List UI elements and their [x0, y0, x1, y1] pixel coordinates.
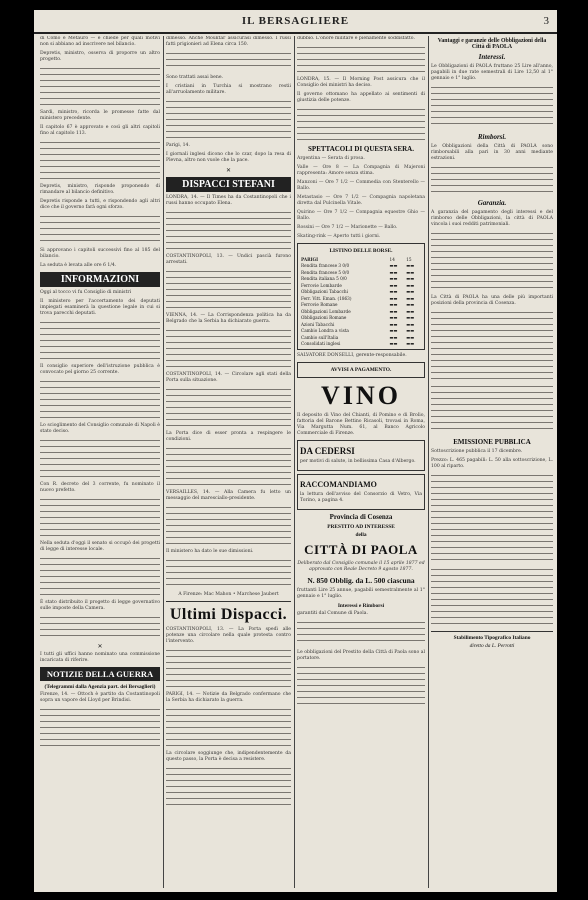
- article-paragraph: Depretis risponde a tutti, e rispondendo agli altri dice che il governo farà ogni sforzo.: [40, 199, 160, 210]
- deliberato-text: Deliberato dal Consiglio comunale il 15 aprile 1877 ed approvato con Reale Decreto 9 agosto 1877.: [297, 561, 425, 572]
- da-cedersi-ad: [297, 440, 425, 471]
- borsa-row-label: Cambio sull'Italia: [301, 334, 339, 340]
- article-paragraph: A garanzia del pagamento degli interessi e del rimborso delle Obbligazioni, la città di PAOLA vincola i suoi redditi patrimoniali.: [431, 210, 553, 227]
- separator-cross: ✕: [97, 643, 103, 650]
- raccomandiamo-text: la lettura dell'avviso del Consorzio di Vetro, Via Torino, a pagina 4.: [300, 492, 422, 503]
- text-block: [166, 328, 291, 368]
- raccomandiamo-heading: RACCOMANDIAMO: [300, 480, 377, 489]
- interessi-heading: Interessi e Rimborsi: [337, 603, 385, 609]
- borsa-row-label: Obbligazioni Lombarde: [301, 308, 351, 314]
- article-paragraph: Il capitolo 67 è approvato e così gli altri capitoli fino al capitolo 113.: [40, 125, 160, 136]
- provincia-heading: Provincia di Cosenza: [329, 513, 393, 521]
- spettacolo-item: Skating-rink — Aperto tutti i giorni.: [297, 234, 381, 239]
- table-row: Consolidati inglesi ▬▬ ▬▬: [301, 341, 415, 347]
- section-heading-dispacci: DISPACCI STEFANI: [166, 177, 291, 192]
- table-row: Rendita italiana 5 0/0 ▬▬ ▬▬: [301, 276, 415, 282]
- text-block: [166, 648, 291, 688]
- article-paragraph: di Como e Metauro — e chiede per quali motivi non si abbiano ad inscrivere nel bilancio.: [40, 36, 160, 47]
- signature-line: A Firenze: Mac Mahon • Marchese Jaubert: [178, 592, 279, 597]
- column-rule: [294, 36, 295, 888]
- article-paragraph: dimesso. Anche Mouktar assicurasi dimesso. I russi fatti prigionieri ad Elena circa 150.: [166, 36, 291, 47]
- table-row: Cambio sull'Italia ▬▬ ▬▬: [301, 334, 415, 340]
- text-block: [166, 387, 291, 427]
- text-block: [166, 269, 291, 309]
- article-paragraph: I giornali inglesi dicono che lo czar, dopo la resa di Plevna, altro non vuole che la pace.: [166, 152, 291, 163]
- article-paragraph: PARIGI, 14. — Notizie da Belgrado confermano che la Serbia ha dichiarato la guerra.: [166, 692, 291, 703]
- text-block: [40, 556, 160, 596]
- table-row: Azioni Tabacchi ▬▬ ▬▬: [301, 321, 415, 327]
- borsa-date: 15: [406, 256, 412, 262]
- text-block: [297, 665, 425, 705]
- table-row: Ferr. Vitt. Eman. (1863) ▬▬ ▬▬: [301, 295, 415, 301]
- borsa-row-label: Ferrovie Lombarde: [301, 282, 342, 288]
- borsa-row-label: Consolidati inglesi: [301, 341, 341, 347]
- section-heading-ultimi: Ultimi Dispacci.: [169, 606, 288, 623]
- text-block: [297, 107, 425, 141]
- newspaper-page: [34, 10, 557, 892]
- text-block: [40, 66, 160, 106]
- section-heading-spettacoli: SPETTACOLI DI QUESTA SERA.: [308, 145, 414, 153]
- text-block: [431, 231, 553, 291]
- table-row: Ferrovie Romane ▬▬ ▬▬: [301, 302, 415, 308]
- obbligazioni-text: fruttanti Lire 25 annue, pagabili semestralmente al 1° gennaio e 1° luglio.: [297, 588, 425, 599]
- table-row: Obbligazioni Lombarde ▬▬ ▬▬: [301, 308, 415, 314]
- section-subheading: (Telegrammi dalla Agenzia part. dei Bersaglieri): [44, 684, 156, 690]
- garanzia-subheading: Garanzia.: [477, 199, 507, 207]
- spettacolo-item: Metastasio — Ore 7 1/2 — Compagnia napoletana diretta dal Pulcinella Vitale.: [297, 195, 425, 206]
- text-block: [166, 558, 291, 588]
- text-block: [166, 446, 291, 486]
- borsa-row-label: Rendita italiana 5 0/0: [301, 276, 347, 282]
- article-paragraph: Depretis, ministro, osserva di proporre un altro progetto.: [40, 51, 160, 62]
- interessi-text: garantiti dal Comune di Paola.: [297, 611, 368, 616]
- raccomandiamo-ad: [297, 474, 425, 510]
- borsa-row-label: Azioni Tabacchi: [301, 321, 335, 327]
- column-2: [166, 36, 291, 888]
- text-block: [40, 707, 160, 747]
- article-paragraph: COSTANTINOPOLI, 14. — Circolare agli stati della Porta sulla situazione.: [166, 372, 291, 383]
- article-paragraph: La Porta dice di esser pronta a respingere le condizioni.: [166, 431, 291, 442]
- text-block: [431, 165, 553, 195]
- borsa-table: [300, 256, 422, 347]
- avvisi-heading: AVVISI A PAGAMENTO.: [330, 367, 392, 373]
- text-block: [40, 320, 160, 360]
- avvisi-box: [297, 362, 425, 378]
- column-rule: [163, 36, 164, 888]
- borsa-listing: [297, 243, 425, 350]
- text-block: [40, 615, 160, 639]
- stabilimento-sub: diretto da L. Perrotti: [469, 643, 515, 649]
- divider: [166, 601, 291, 602]
- article-paragraph: VIENNA, 14. — La Corrispondenza politica ha da Belgrado che la Serbia ha dichiarato guerra.: [166, 313, 291, 324]
- text-block: [297, 620, 425, 646]
- divider: [431, 631, 553, 632]
- article-paragraph: Nella seduta d'oggi il senato si occupò dei progetti di legge di interesse locale.: [40, 541, 160, 552]
- obbligazioni-heading: N. 850 Obblig. da L. 500 ciascuna: [307, 576, 415, 585]
- article-paragraph: I cristiani in Turchia si mostrano restii all'arruolamento militare.: [166, 84, 291, 95]
- text-block: [40, 140, 160, 180]
- borsa-row-label: Rendita francese 5 0/0: [301, 269, 350, 275]
- article-paragraph: Sono trattati assai bene.: [166, 75, 224, 80]
- article-paragraph: VERSAILLES, 14. — Alla Camera fu letto un messaggio del maresciallo-presidente.: [166, 490, 291, 501]
- da-cedersi-heading: DA CEDERSI: [300, 446, 355, 456]
- borsa-row-label: Cambio Londra a vista: [301, 328, 349, 334]
- rimborsi-subheading: Rimborsi.: [477, 133, 507, 141]
- prezzo-text: Prezzo: L. 465 pagabili: L. 50 alla sottoscrizione, L. 100 al riparto.: [431, 458, 553, 469]
- interessi-subheading: Interessi.: [478, 53, 506, 61]
- article-paragraph: I tutti gli uffici hanno nominato una commissione incaricata di riferire.: [40, 652, 160, 663]
- article-paragraph: Le obbligazioni del Prestito della Città di Paola sono al portatore.: [297, 650, 425, 661]
- text-block: [166, 210, 291, 250]
- text-block: [431, 384, 553, 434]
- spettacolo-item: Manzoni — Ore 7 1/2 — Commedia con Stenterello — Ballo.: [297, 180, 425, 191]
- table-row: Obbligazioni Romane ▬▬ ▬▬: [301, 315, 415, 321]
- article-paragraph: Si approvano i capitoli successivi fino al 185 del bilancio.: [40, 248, 160, 259]
- text-block: [40, 214, 160, 244]
- spettacolo-item: Quirino — Ore 7 1/2 — Compagnia equestre Ghio — Ballo.: [297, 210, 425, 221]
- table-row: Cambio Londra a vista ▬▬ ▬▬: [301, 328, 415, 334]
- page-header: [34, 10, 557, 34]
- borsa-title: LISTINO DELLE BORSE.: [329, 248, 393, 254]
- borsa-row-label: Obbligazioni Romane: [301, 315, 347, 321]
- article-paragraph: Oggi al tocco vi fu Consiglio di ministri: [40, 290, 132, 295]
- text-block: [431, 310, 553, 380]
- text-block: [166, 505, 291, 545]
- text-block: [166, 707, 291, 747]
- page-number: 3: [543, 15, 549, 27]
- vino-heading: VINO: [321, 381, 401, 410]
- text-block: [431, 85, 553, 129]
- text-block: [431, 473, 553, 563]
- vantaggi-heading: Vantaggi e garanzie delle Obbligazioni della Città di PAOLA: [437, 38, 547, 50]
- article-paragraph: Con R. decreto del 3 corrente, fu nominato il nuovo prefetto.: [40, 482, 160, 493]
- article-paragraph: La seduta è levata alle ore 6 1/4.: [40, 263, 117, 268]
- borsa-row-label: Obbligazioni Tabacchi: [301, 289, 348, 295]
- article-paragraph: Firenze, 14. — Ottoch è partito da Costantinopoli sopra un vapore del Lloyd per Brindisi.: [40, 692, 160, 703]
- da-cedersi-text: per motivi di salute, in bellissima Casa d'Albergo.: [300, 459, 416, 464]
- column-3: [297, 36, 425, 888]
- borsa-row-label: Ferr. Vitt. Eman. (1863): [301, 295, 352, 301]
- article-paragraph: Lo scioglimento del Consiglio comunale di Napoli è stato deciso.: [40, 423, 160, 434]
- table-row: Obbligazioni Tabacchi ▬▬ ▬▬: [301, 289, 415, 295]
- text-block: [297, 45, 425, 73]
- spettacolo-item: Rossini — Ore 7 1/2 — Marionette — Ballo.: [297, 225, 398, 230]
- prestito-heading: PRESTITO AD INTERESSE: [327, 524, 395, 530]
- article-paragraph: Sardi, ministro, ricorda le promesse fatte dal ministero precedente.: [40, 110, 160, 121]
- article-paragraph: Le Obbligazioni della Città di PAOLA sono rimborsabili alla pari in 30 anni mediante estrazioni.: [431, 144, 553, 161]
- text-block: [166, 766, 291, 806]
- text-block: [166, 99, 291, 139]
- vino-ad-text: Il deposito di Vino del Chianti, di Pomino e di Brolio, fattoria del Barone Bettino Ricasoli, trovasi in Roma, Via Margutta Num. 61, al Banco Agricolo Commerciale di Firenze.: [297, 413, 425, 436]
- article-paragraph: Il consiglio superiore dell'istruzione pubblica è convocato pel giorno 25 corrente.: [40, 364, 160, 375]
- article-paragraph: COSTANTINOPOLI, 13. — La Porta spedì alle potenze una circolare nella quale protesta contro l'intervento.: [166, 627, 291, 644]
- newspaper-title: IL BERSAGLIERE: [241, 15, 350, 27]
- dateline: Parigi, 14.: [166, 143, 190, 148]
- article-paragraph: LONDRA, 15. — Il Morning Post assicura che il Consiglio dei ministri ha deciso.: [297, 77, 425, 88]
- article-paragraph: Il ministero ha dato le sue dimissioni.: [166, 549, 254, 554]
- gerente-line: SALVATORE DONSELLI, gerente-responsabile.: [297, 353, 407, 358]
- column-rule: [428, 36, 429, 888]
- article-paragraph: dubbio. L'onore militare è pienamente soddisfatto.: [297, 36, 415, 41]
- table-row: Rendita francese 5 0/0 ▬▬ ▬▬: [301, 269, 415, 275]
- spettacolo-item: Valle — Ore 8 — La Compagnia di Majeroni rappresenta: Amore senza stima.: [297, 165, 425, 176]
- text-block: [40, 379, 160, 419]
- section-heading-notizie: NOTIZIE DELLA GUERRA: [40, 667, 160, 681]
- article-paragraph: La Città di PAOLA ha una delle più importanti posizioni della provincia di Cosenza.: [431, 295, 553, 306]
- borsa-date: 14: [389, 256, 395, 262]
- della-label: della: [355, 532, 367, 538]
- spettacolo-item: Argentina — Serata di prosa.: [297, 156, 365, 161]
- article-paragraph: La circolare soggiunge che, indipendentemente da questo passo, la Porta è decisa a resistere.: [166, 751, 291, 762]
- emissione-text: Sottoscrizione pubblica il 17 dicembre.: [431, 449, 523, 454]
- article-paragraph: Il ministero per l'accertamento dei deputati impiegati esaminerà la questione legale in cui si trova parecchi deputati.: [40, 299, 160, 316]
- article-paragraph: COSTANTINOPOLI, 13. — Undici pascià furono arrestati.: [166, 254, 291, 265]
- article-paragraph: Depretis, ministro, risponde proponendo di rimandare al bilancio definitivo.: [40, 184, 160, 195]
- article-paragraph: Il governo ottomano ha appellato ai sentimenti di giustizia delle potenze.: [297, 92, 425, 103]
- citta-paola-heading: CITTÀ DI PAOLA: [304, 542, 418, 557]
- borsa-city: PARIGI: [301, 256, 319, 262]
- text-block: [40, 497, 160, 537]
- text-block: [40, 438, 160, 478]
- column-4: [431, 36, 553, 888]
- section-heading-informazioni: INFORMAZIONI: [40, 272, 160, 287]
- separator-cross: ✕: [225, 167, 232, 174]
- article-paragraph: Le Obbligazioni di PAOLA fruttano 25 Lire all'anno, pagabili in due rate semestrali di Lire 12,50 al 1° gennaio e 1° luglio.: [431, 64, 553, 81]
- text-block: [431, 567, 553, 627]
- borsa-row-label: Rendita francese 3 0/0: [301, 263, 350, 269]
- article-paragraph: LONDRA, 14. — Il Times ha da Costantinopoli che i russi hanno occupato Elena.: [166, 195, 291, 206]
- table-row: Ferrovie Lombarde ▬▬ ▬▬: [301, 282, 415, 288]
- stabilimento-heading: Stabilimento Tipografico Italiano: [453, 635, 531, 641]
- table-row: Rendita francese 3 0/0 ▬▬ ▬▬: [301, 263, 415, 269]
- emissione-heading: EMISSIONE PUBBLICA: [453, 438, 531, 446]
- text-block: [166, 51, 291, 71]
- borsa-row-label: Ferrovie Romane: [301, 302, 338, 308]
- column-1: [40, 36, 160, 888]
- article-paragraph: È stato distribuito il progetto di legge governativo sulle imposte della Camera.: [40, 600, 160, 611]
